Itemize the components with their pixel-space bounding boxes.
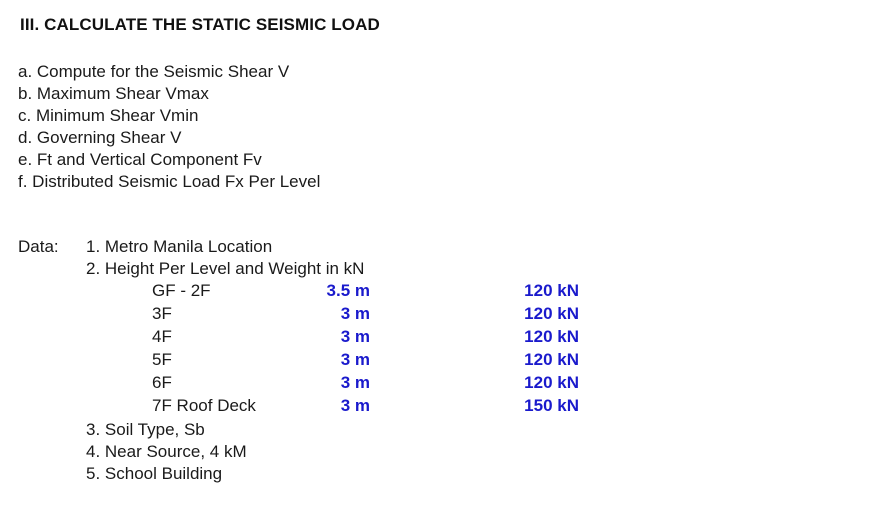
level-name: 6F (152, 373, 172, 392)
data-item-building-type: 5. School Building (86, 464, 223, 483)
data-label: Data: (18, 237, 59, 256)
task-list (18, 61, 320, 193)
level-weight: 120 kN (524, 304, 579, 323)
task-item-c: c. Minimum Shear Vmin (18, 106, 199, 125)
level-height: 3 m (340, 304, 370, 323)
level-row (0, 394, 892, 417)
task-item-f: f. Distributed Seismic Load Fx Per Level (18, 172, 321, 191)
data-item-soil-type: 3. Soil Type, Sb (86, 420, 205, 439)
level-weight: 120 kN (524, 281, 579, 300)
level-name: 5F (152, 350, 172, 369)
data-item-location: 1. Metro Manila Location (86, 237, 273, 256)
task-item-a: a. Compute for the Seismic Shear V (18, 62, 290, 81)
task-item-d: d. Governing Shear V (18, 128, 182, 147)
section-heading: III. CALCULATE THE STATIC SEISMIC LOAD (20, 15, 380, 34)
level-height: 3 m (340, 350, 370, 369)
level-name: 3F (152, 304, 172, 323)
level-weight: 120 kN (524, 327, 579, 346)
level-weight: 120 kN (524, 373, 579, 392)
level-height: 3 m (340, 327, 370, 346)
level-row (0, 348, 892, 371)
level-row (0, 302, 892, 325)
level-name: 7F Roof Deck (152, 396, 256, 415)
level-row (0, 325, 892, 348)
data-item-near-source: 4. Near Source, 4 kM (86, 442, 247, 461)
level-height: 3 m (340, 396, 370, 415)
level-weight: 150 kN (524, 396, 579, 415)
data-item-heights-weights: 2. Height Per Level and Weight in kN (86, 259, 365, 278)
level-name: 4F (152, 327, 172, 346)
level-row (0, 279, 892, 302)
level-name: GF - 2F (152, 281, 211, 300)
level-row (0, 371, 892, 394)
task-item-e: e. Ft and Vertical Component Fv (18, 150, 262, 169)
level-height: 3.5 m (326, 281, 370, 300)
level-height: 3 m (340, 373, 370, 392)
level-weight: 120 kN (524, 350, 579, 369)
task-item-b: b. Maximum Shear Vmax (18, 84, 209, 103)
